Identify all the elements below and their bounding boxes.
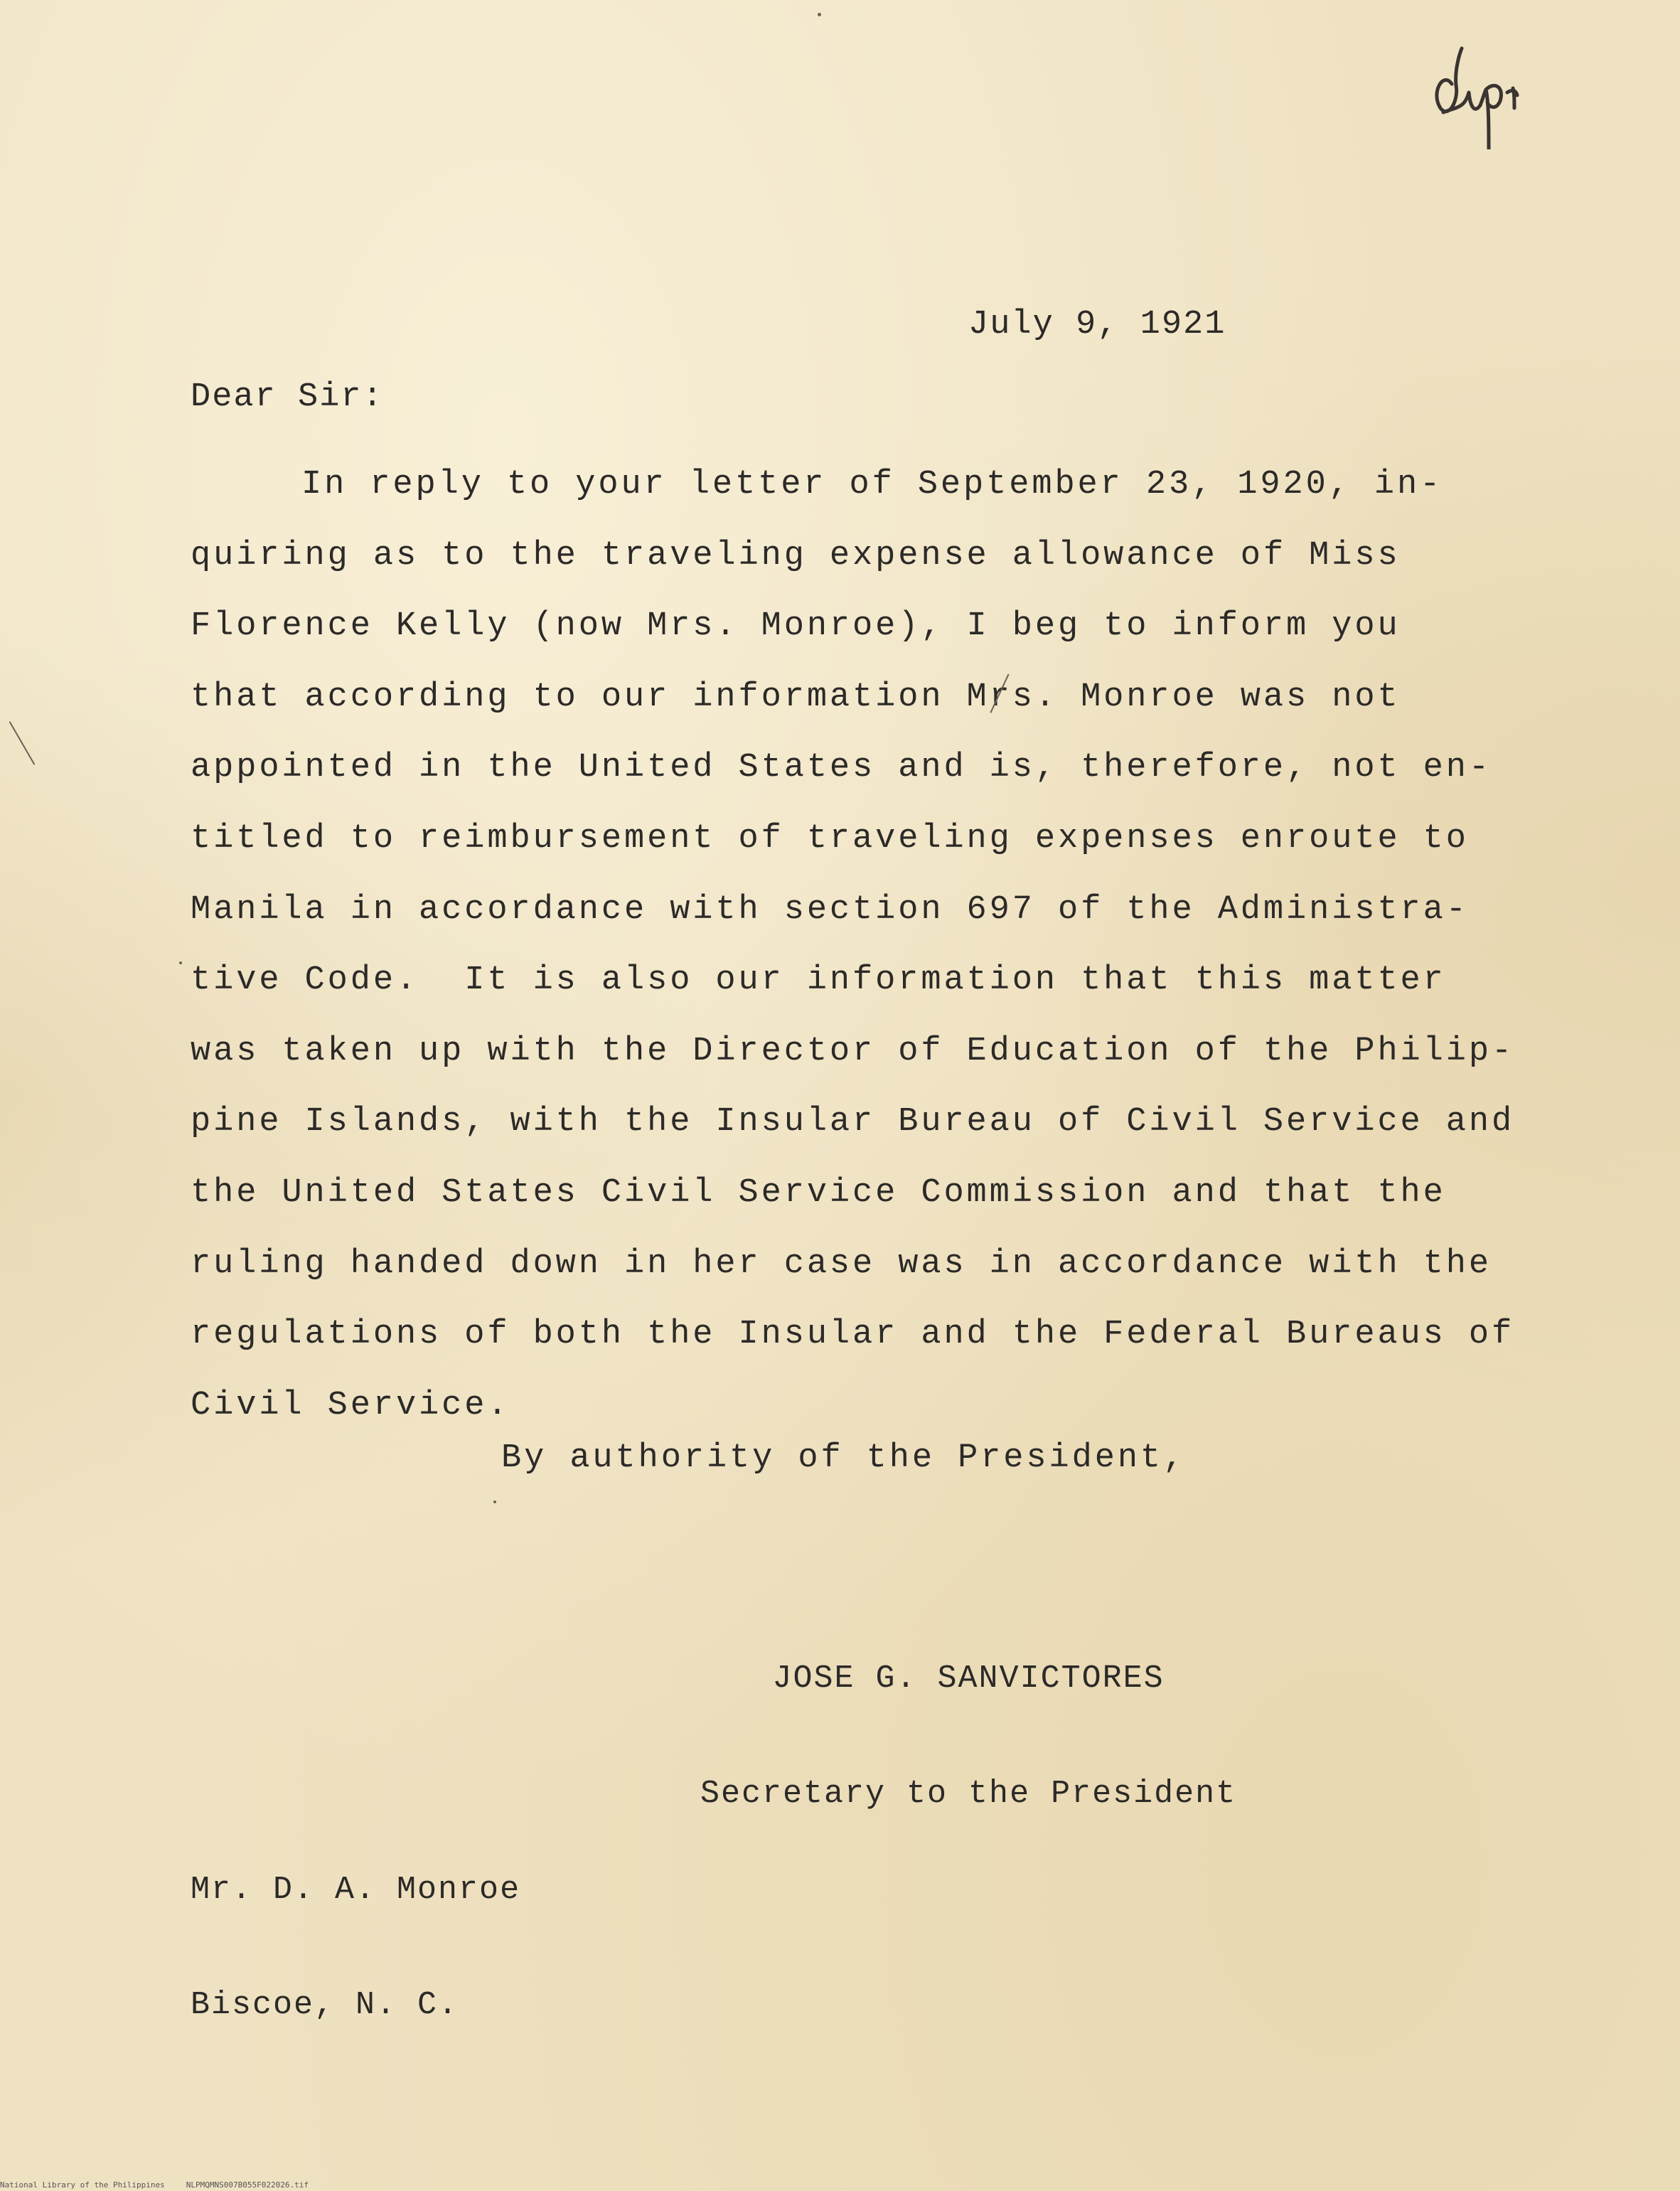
addressee-name: Mr. D. A. Monroe	[191, 1872, 521, 1908]
body-line: regulations of both the Insular and the Federal Bureaus of	[191, 1316, 1515, 1354]
body-line: Florence Kelly (now Mrs. Monroe), I beg to inform you	[191, 607, 1401, 646]
paper-scratch	[9, 721, 36, 765]
body-line: tive Code. It is also our information that this matter	[191, 961, 1446, 1000]
salutation: Dear Sir:	[191, 378, 384, 416]
body-line: that according to our information Mrs. Monroe was not	[191, 678, 1401, 716]
handwritten-dup-note	[1415, 43, 1543, 149]
paper-speck	[818, 13, 821, 16]
addressee-location: Biscoe, N. C.	[191, 1987, 459, 2023]
body-line: Civil Service.	[191, 1386, 510, 1424]
file-id: NLPMQMNS007B055F022026.tif	[186, 2180, 309, 2190]
body-line: titled to reimbursement of traveling expenses enroute to	[191, 819, 1469, 858]
body-line: ruling handed down in her case was in accordance with the	[191, 1244, 1492, 1283]
letter-body	[191, 449, 1515, 1441]
archive-name: National Library of the Philippines	[0, 2180, 165, 2190]
body-line: In reply to your letter of September 23, 1920, in-	[301, 466, 1443, 503]
addressee-block	[191, 1794, 520, 2101]
body-line: pine Islands, with the Insular Bureau of Civil Service and	[191, 1103, 1515, 1141]
paper-speck	[179, 961, 182, 964]
signature-block	[700, 1583, 1236, 1890]
body-line: the United States Civil Service Commission and that the	[191, 1173, 1446, 1212]
body-line: appointed in the United States and is, therefore, not en-	[191, 749, 1492, 787]
archive-footer	[0, 2180, 330, 2190]
paper-speck	[493, 1500, 496, 1503]
closing-line: By authority of the President,	[501, 1439, 1187, 1477]
signer-title: Secretary to the President	[700, 1776, 1237, 1812]
body-line: quiring as to the traveling expense allowance of Miss	[191, 536, 1401, 575]
body-line: was taken up with the Director of Education of the Philip-	[191, 1032, 1515, 1070]
letter-date: July 9, 1921	[968, 306, 1226, 343]
signer-name: JOSE G. SANVICTORES	[772, 1660, 1165, 1697]
body-line: Manila in accordance with section 697 of the Administra-	[191, 890, 1469, 929]
